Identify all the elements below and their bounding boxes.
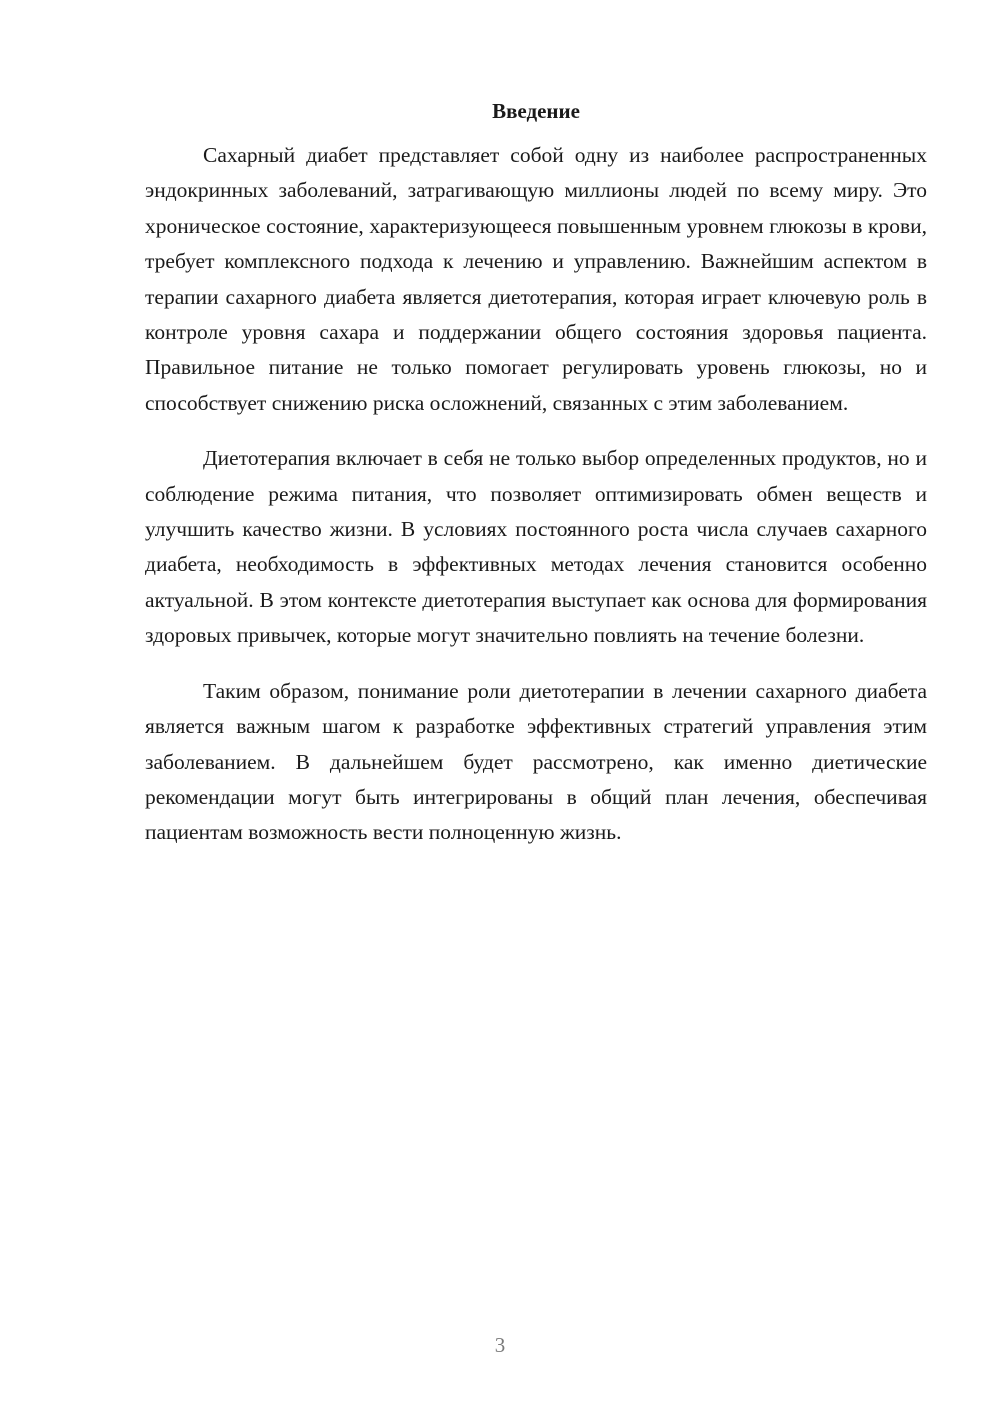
page-number: 3 [494,1333,506,1357]
paragraph-intro: Сахарный диабет представляет собой одну из наиболее распространенных эндокринных заболеваний, затрагивающую миллионы людей по всему миру. Это хроническое состояние, характеризующееся повышенным уровнем глюкозы в крови, требует комплексного подхода к лечению и управлению. Важнейшим аспектом в терапии сахарного диабета является диетотерапия, которая играет ключевую роль в контроле уровня сахара и поддержании общего состояния здоровья пациента. Правильное питание не только помогает регулировать уровень глюкозы, но и способствует снижению риска осложнений, связанных с этим заболеванием. [145,143,927,415]
page-content [145,96,927,871]
paragraph-diet-therapy: Диетотерапия включает в себя не только выбор определенных продуктов, но и соблюдение режима питания, что позволяет оптимизировать обмен веществ и улучшить качество жизни. В условиях постоянного роста числа случаев сахарного диабета, необходимость в эффективных методах лечения становится особенно актуальной. В этом контексте диетотерапия выступает как основа для формирования здоровых привычек, которые могут значительно повлиять на течение болезни. [145,446,927,648]
section-heading: Введение [492,99,580,123]
paragraph-conclusion: Таким образом, понимание роли диетотерапии в лечении сахарного диабета является важным шагом к разработке эффективных стратегий управления этим заболеванием. В дальнейшем будет рассмотрено, как именно диетические рекомендации могут быть интегрированы в общий план лечения, обеспечивая пациентам возможность вести полноценную жизнь. [145,678,927,845]
